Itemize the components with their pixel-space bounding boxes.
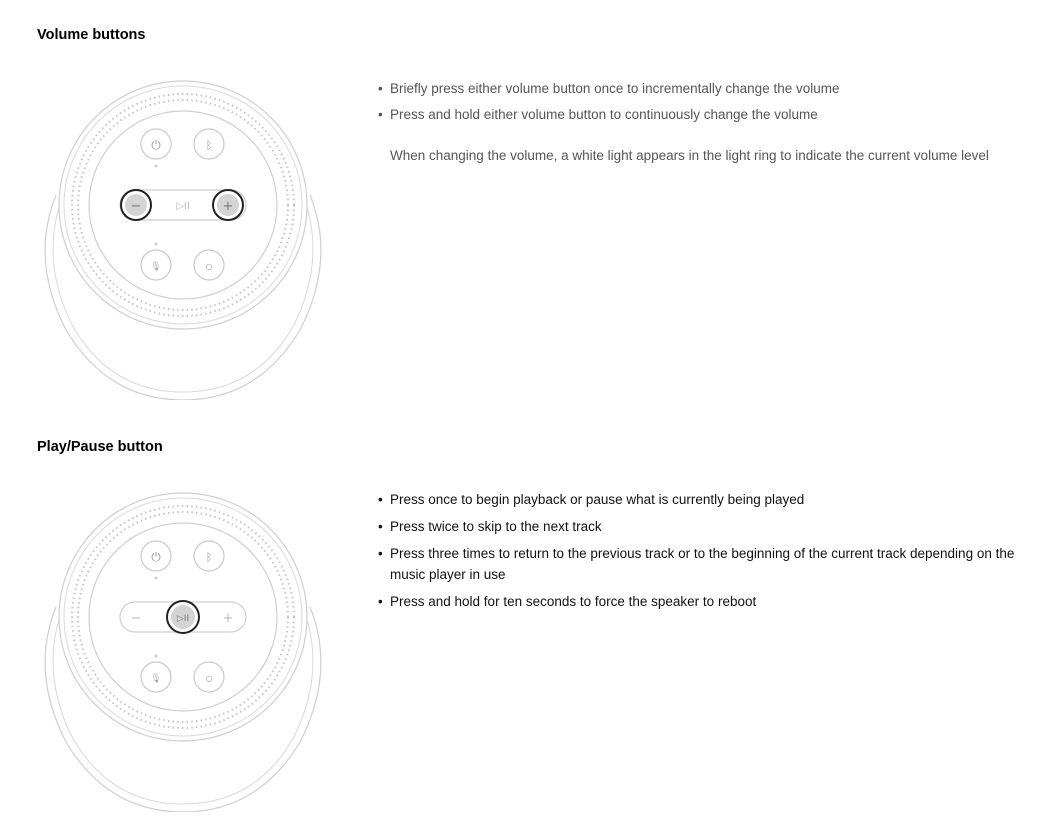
volume-note: When changing the volume, a white light appears in the light ring to indicate the current volume level bbox=[390, 148, 989, 163]
play-pause-icon: ▷II bbox=[176, 201, 190, 212]
bluetooth-button bbox=[194, 541, 224, 571]
power-button bbox=[141, 129, 171, 159]
bluetooth-button bbox=[194, 129, 224, 159]
section-title-play-pause: Play/Pause button bbox=[37, 439, 163, 455]
power-icon: ⏻ bbox=[151, 550, 161, 564]
volume-instructions bbox=[378, 78, 1018, 130]
list-item: • Briefly press either volume button once to incrementally change the volume bbox=[378, 78, 1018, 99]
minus-icon: − bbox=[130, 611, 142, 626]
speaker-illustration-volume bbox=[38, 80, 328, 400]
action-icon: ○ bbox=[205, 674, 213, 683]
list-item: • Press twice to skip to the next track bbox=[378, 516, 1018, 537]
list-item: • Press and hold either volume button to continuously change the volume bbox=[378, 104, 1018, 125]
bluetooth-icon: ᛒ bbox=[205, 551, 213, 564]
action-button bbox=[194, 662, 224, 692]
play-pause-button bbox=[167, 601, 199, 633]
mic-off-icon: 🎙 bbox=[150, 674, 162, 684]
mic-off-button bbox=[141, 250, 171, 280]
bluetooth-icon: ᛒ bbox=[205, 139, 213, 152]
play-pause-instructions bbox=[378, 489, 1018, 618]
power-button bbox=[141, 541, 171, 571]
section-title-volume: Volume buttons bbox=[37, 27, 146, 43]
play-pause-icon: ▷II bbox=[176, 614, 190, 624]
volume-up-button bbox=[213, 190, 243, 220]
plus-icon: + bbox=[222, 611, 234, 626]
plus-icon: + bbox=[222, 199, 234, 214]
list-item: • Press and hold for ten seconds to force the speaker to reboot bbox=[378, 591, 1018, 612]
action-button bbox=[194, 250, 224, 280]
minus-icon: − bbox=[130, 199, 142, 214]
list-item: • Press three times to return to the previous track or to the beginning of the current track depending on the music player in use bbox=[378, 543, 1018, 585]
mic-off-button bbox=[141, 662, 171, 692]
power-icon: ⏻ bbox=[151, 138, 161, 152]
list-item: • Press once to begin playback or pause what is currently being played bbox=[378, 489, 1018, 510]
action-icon: ○ bbox=[205, 262, 213, 271]
speaker-illustration-play-pause bbox=[38, 492, 328, 812]
mic-off-icon: 🎙 bbox=[150, 262, 162, 272]
volume-down-button bbox=[121, 190, 151, 220]
